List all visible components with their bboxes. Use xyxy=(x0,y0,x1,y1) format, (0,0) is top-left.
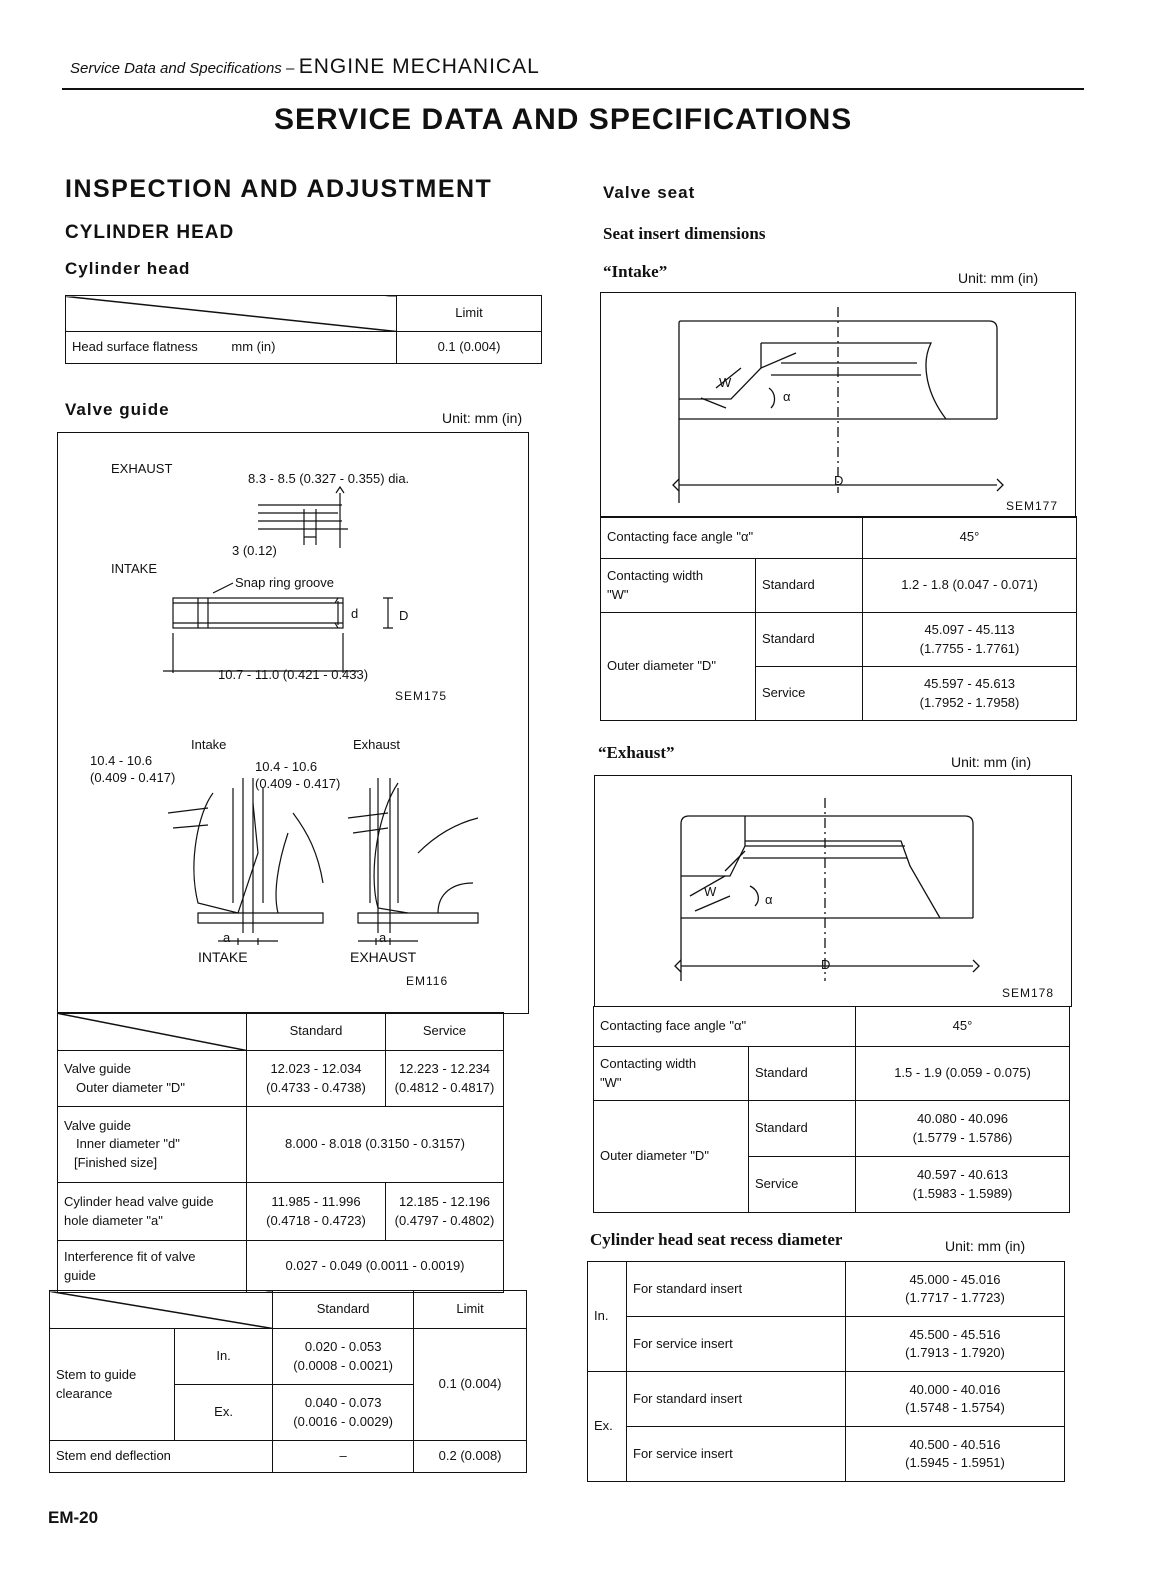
stem-clearance-table xyxy=(49,1290,527,1473)
fig2-left-dim1: 10.4 - 10.6 xyxy=(90,753,153,768)
vg-r3-std xyxy=(247,1183,386,1241)
vg-r3-std2: (0.4718 - 0.4723) xyxy=(266,1212,366,1228)
vg-r3-label1: Cylinder head valve guide xyxy=(64,1194,214,1210)
vg-r4-label2: guide xyxy=(64,1267,96,1283)
page-title: SERVICE DATA AND SPECIFICATIONS xyxy=(274,103,853,136)
sc-stem-label1: Stem to guide xyxy=(56,1367,137,1383)
recess-in-srv-v1: 45.500 - 45.516 xyxy=(909,1326,1001,1342)
vg-r2-label xyxy=(58,1107,247,1183)
seat-insert-title: Seat insert dimensions xyxy=(603,224,766,243)
sc-defl-label: Stem end deflection xyxy=(50,1441,273,1473)
exhaust-width-std: Standard xyxy=(749,1047,856,1101)
valve-guide-figure xyxy=(57,432,529,1014)
row-label: Head surface flatness xyxy=(72,339,198,355)
header-section-main: ENGINE MECHANICAL xyxy=(298,55,540,78)
row-value: 0.1 (0.004) xyxy=(397,332,542,364)
fig1-D: D xyxy=(399,608,409,623)
subsection-heading: CYLINDER HEAD xyxy=(65,222,235,243)
vg-r3-srv1: 12.185 - 12.196 xyxy=(398,1194,491,1210)
page-header xyxy=(70,55,540,79)
exhaust-alpha: α xyxy=(765,892,773,907)
sc-ex-val2: (0.0016 - 0.0029) xyxy=(293,1413,394,1429)
exhaust-od-label: Outer diameter "D" xyxy=(594,1101,749,1213)
exhaust-D: D xyxy=(821,957,831,972)
intake-fig-code: SEM177 xyxy=(1006,499,1059,513)
fig2-a-intake: a xyxy=(223,930,231,945)
fig2-right-dim2: (0.409 - 0.417) xyxy=(255,776,341,791)
vg-r2-label1: Valve guide xyxy=(64,1118,131,1134)
sc-in-val xyxy=(273,1329,414,1385)
recess-in-std-v2: (1.7717 - 1.7723) xyxy=(905,1290,1005,1305)
sc-ex: Ex. xyxy=(175,1385,273,1441)
fig2-code: EM116 xyxy=(406,974,449,988)
vg-r1-srv1: 12.223 - 12.234 xyxy=(398,1061,491,1077)
exhaust-seat-table xyxy=(593,1006,1070,1213)
vg-r3-label xyxy=(58,1183,247,1241)
exhaust-od-srv-v1: 40.597 - 40.613 xyxy=(916,1167,1009,1183)
exhaust-width-label2: "W" xyxy=(600,1074,622,1090)
recess-title: Cylinder head seat recess diameter xyxy=(590,1230,843,1249)
fig1-d: d xyxy=(351,606,359,621)
intake-od-srv: Service xyxy=(756,667,863,721)
intake-width-label1: Contacting width xyxy=(607,568,704,584)
recess-unit: Unit: mm (in) xyxy=(945,1238,1026,1254)
fig2-right-dim1: 10.4 - 10.6 xyxy=(255,759,318,774)
intake-width-label2: "W" xyxy=(607,586,629,602)
exhaust-title: “Exhaust” xyxy=(598,743,675,762)
recess-in-std-v1: 45.000 - 45.016 xyxy=(909,1271,1001,1287)
vg-col-standard: Standard xyxy=(247,1013,386,1051)
intake-angle-label: Contacting face angle "α" xyxy=(601,517,863,559)
exhaust-od-std-v1: 40.080 - 40.096 xyxy=(916,1111,1009,1127)
vg-r1-label2: Outer diameter "D" xyxy=(76,1079,185,1095)
sc-in-val1: 0.020 - 0.053 xyxy=(304,1339,382,1355)
vg-r1-srv xyxy=(386,1051,504,1107)
intake-od-std-val xyxy=(863,613,1077,667)
vg-r1-std xyxy=(247,1051,386,1107)
fig1-code: SEM175 xyxy=(395,689,448,703)
vg-r3-std1: 11.985 - 11.996 xyxy=(271,1194,361,1210)
recess-in-std-val xyxy=(846,1262,1065,1317)
vg-r1-label xyxy=(58,1051,247,1107)
vg-r4-val: 0.027 - 0.049 (0.0011 - 0.0019) xyxy=(247,1241,504,1293)
recess-ex-std-v2: (1.5748 - 1.5754) xyxy=(905,1400,1005,1415)
row-head-surface xyxy=(66,332,397,364)
fig1-dia: 8.3 - 8.5 (0.327 - 0.355) dia. xyxy=(248,471,410,486)
vg-r1-std1: 12.023 - 12.034 xyxy=(270,1061,362,1077)
recess-ex-srv-val xyxy=(846,1427,1065,1482)
fig2-a-exhaust: a xyxy=(379,930,387,945)
recess-in: In. xyxy=(588,1262,627,1372)
intake-od-srv-v2: (1.7952 - 1.7958) xyxy=(919,694,1020,710)
exhaust-unit: Unit: mm (in) xyxy=(951,754,1032,770)
recess-ex-srv-label: For service insert xyxy=(627,1427,846,1482)
section-heading: INSPECTION AND ADJUSTMENT xyxy=(65,175,493,203)
exhaust-od-std: Standard xyxy=(749,1101,856,1157)
recess-in-srv-v2: (1.7913 - 1.7920) xyxy=(905,1345,1005,1360)
sc-defl-limit: 0.2 (0.008) xyxy=(414,1441,527,1473)
intake-angle-val: 45° xyxy=(863,517,1077,559)
intake-od-std-v2: (1.7755 - 1.7761) xyxy=(919,640,1020,656)
fig2-intake-top: Intake xyxy=(191,737,227,752)
fig1-exhaust: EXHAUST xyxy=(111,461,173,476)
sc-stem-limit: 0.1 (0.004) xyxy=(414,1329,527,1441)
exhaust-seat-figure xyxy=(594,775,1072,1007)
vg-diag-cell xyxy=(58,1013,247,1051)
intake-od-srv-v1: 45.597 - 45.613 xyxy=(923,676,1016,692)
exhaust-od-srv-val xyxy=(856,1157,1070,1213)
recess-in-srv-label: For service insert xyxy=(627,1317,846,1372)
vg-r3-srv xyxy=(386,1183,504,1241)
vg-col-service: Service xyxy=(386,1013,504,1051)
cylinder-head-title: Cylinder head xyxy=(65,259,191,278)
fig1-snap: Snap ring groove xyxy=(235,575,335,590)
sc-ex-val xyxy=(273,1385,414,1441)
exhaust-W: W xyxy=(704,884,717,899)
intake-od-label: Outer diameter "D" xyxy=(601,613,756,721)
fig1-len: 10.7 - 11.0 (0.421 - 0.433) xyxy=(218,667,369,682)
exhaust-od-std-v2: (1.5779 - 1.5786) xyxy=(912,1129,1013,1145)
fig2-exhaust-top: Exhaust xyxy=(353,737,400,752)
vg-r3-label2: hole diameter "a" xyxy=(64,1212,163,1228)
valve-guide-title: Valve guide xyxy=(65,400,170,419)
intake-seat-table xyxy=(600,516,1077,721)
header-rule xyxy=(62,88,1084,90)
valve-seat-title: Valve seat xyxy=(603,183,696,202)
valve-guide-drawing xyxy=(58,433,528,1013)
exhaust-width-label1: Contacting width xyxy=(600,1056,697,1072)
recess-ex-std-val xyxy=(846,1372,1065,1427)
exhaust-width-val: 1.5 - 1.9 (0.059 - 0.075) xyxy=(856,1047,1070,1101)
intake-width-std: Standard xyxy=(756,559,863,613)
recess-ex-srv-v2: (1.5945 - 1.5951) xyxy=(905,1455,1005,1470)
sc-col-standard: Standard xyxy=(273,1291,414,1329)
intake-D: D xyxy=(834,473,844,488)
vg-r2-label3: [Finished size] xyxy=(74,1154,158,1170)
vg-r4-label xyxy=(58,1241,247,1293)
intake-od-std-v1: 45.097 - 45.113 xyxy=(924,622,1015,638)
vg-r2-label2: Inner diameter "d" xyxy=(76,1136,180,1152)
fig1-dim3: 3 (0.12) xyxy=(232,543,277,558)
fig2-intake-bottom: INTAKE xyxy=(198,949,248,965)
intake-title: “Intake” xyxy=(603,262,668,281)
exhaust-angle-label: Contacting face angle "α" xyxy=(594,1007,856,1047)
intake-od-std: Standard xyxy=(756,613,863,667)
fig2-exhaust-bottom: EXHAUST xyxy=(350,949,417,965)
intake-unit: Unit: mm (in) xyxy=(958,270,1039,286)
recess-in-std-label: For standard insert xyxy=(627,1262,846,1317)
sc-stem-label2: clearance xyxy=(56,1385,113,1401)
intake-alpha: α xyxy=(783,389,791,404)
intake-od-srv-val xyxy=(863,667,1077,721)
vg-r1-std2: (0.4733 - 0.4738) xyxy=(266,1079,366,1095)
recess-in-srv-val xyxy=(846,1317,1065,1372)
vg-r4-label1: Interference fit of valve xyxy=(64,1249,196,1265)
valve-guide-table xyxy=(57,1012,504,1293)
exhaust-od-std-val xyxy=(856,1101,1070,1157)
col-limit: Limit xyxy=(397,296,542,332)
intake-W: W xyxy=(719,375,732,390)
intake-width-label xyxy=(601,559,756,613)
exhaust-angle-val: 45° xyxy=(856,1007,1070,1047)
recess-ex-std-v1: 40.000 - 40.016 xyxy=(909,1381,1001,1397)
cylinder-head-table xyxy=(65,295,542,364)
sc-defl-std: – xyxy=(273,1441,414,1473)
exhaust-fig-code: SEM178 xyxy=(1002,986,1055,1000)
recess-ex-std-label: For standard insert xyxy=(627,1372,846,1427)
exhaust-seat-drawing xyxy=(595,776,1071,1006)
sc-stem-label xyxy=(50,1329,175,1441)
sc-col-limit: Limit xyxy=(414,1291,527,1329)
exhaust-od-srv-v2: (1.5983 - 1.5989) xyxy=(912,1185,1013,1201)
vg-r1-label1: Valve guide xyxy=(64,1061,131,1077)
sc-in: In. xyxy=(175,1329,273,1385)
sc-in-val2: (0.0008 - 0.0021) xyxy=(293,1357,394,1373)
recess-ex-srv-v1: 40.500 - 40.516 xyxy=(909,1436,1001,1452)
exhaust-width-label xyxy=(594,1047,749,1101)
fig2-left-dim2: (0.409 - 0.417) xyxy=(90,770,176,785)
sc-ex-val1: 0.040 - 0.073 xyxy=(304,1395,382,1411)
vg-r1-srv2: (0.4812 - 0.4817) xyxy=(394,1079,495,1095)
vg-r3-srv2: (0.4797 - 0.4802) xyxy=(394,1212,495,1228)
vg-r2-val: 8.000 - 8.018 (0.3150 - 0.3157) xyxy=(247,1107,504,1183)
fig1-intake: INTAKE xyxy=(111,561,157,576)
recess-ex: Ex. xyxy=(588,1372,627,1482)
row-unit: mm (in) xyxy=(231,339,276,355)
intake-seat-figure xyxy=(600,292,1076,518)
intake-width-val: 1.2 - 1.8 (0.047 - 0.071) xyxy=(863,559,1077,613)
sc-diag-cell xyxy=(50,1291,273,1329)
valve-guide-unit: Unit: mm (in) xyxy=(442,410,523,426)
recess-table xyxy=(587,1261,1065,1482)
header-section-italic: Service Data and Specifications – xyxy=(70,60,295,77)
exhaust-od-srv: Service xyxy=(749,1157,856,1213)
diag-header-cell xyxy=(66,296,397,332)
page-number: EM-20 xyxy=(48,1508,99,1527)
